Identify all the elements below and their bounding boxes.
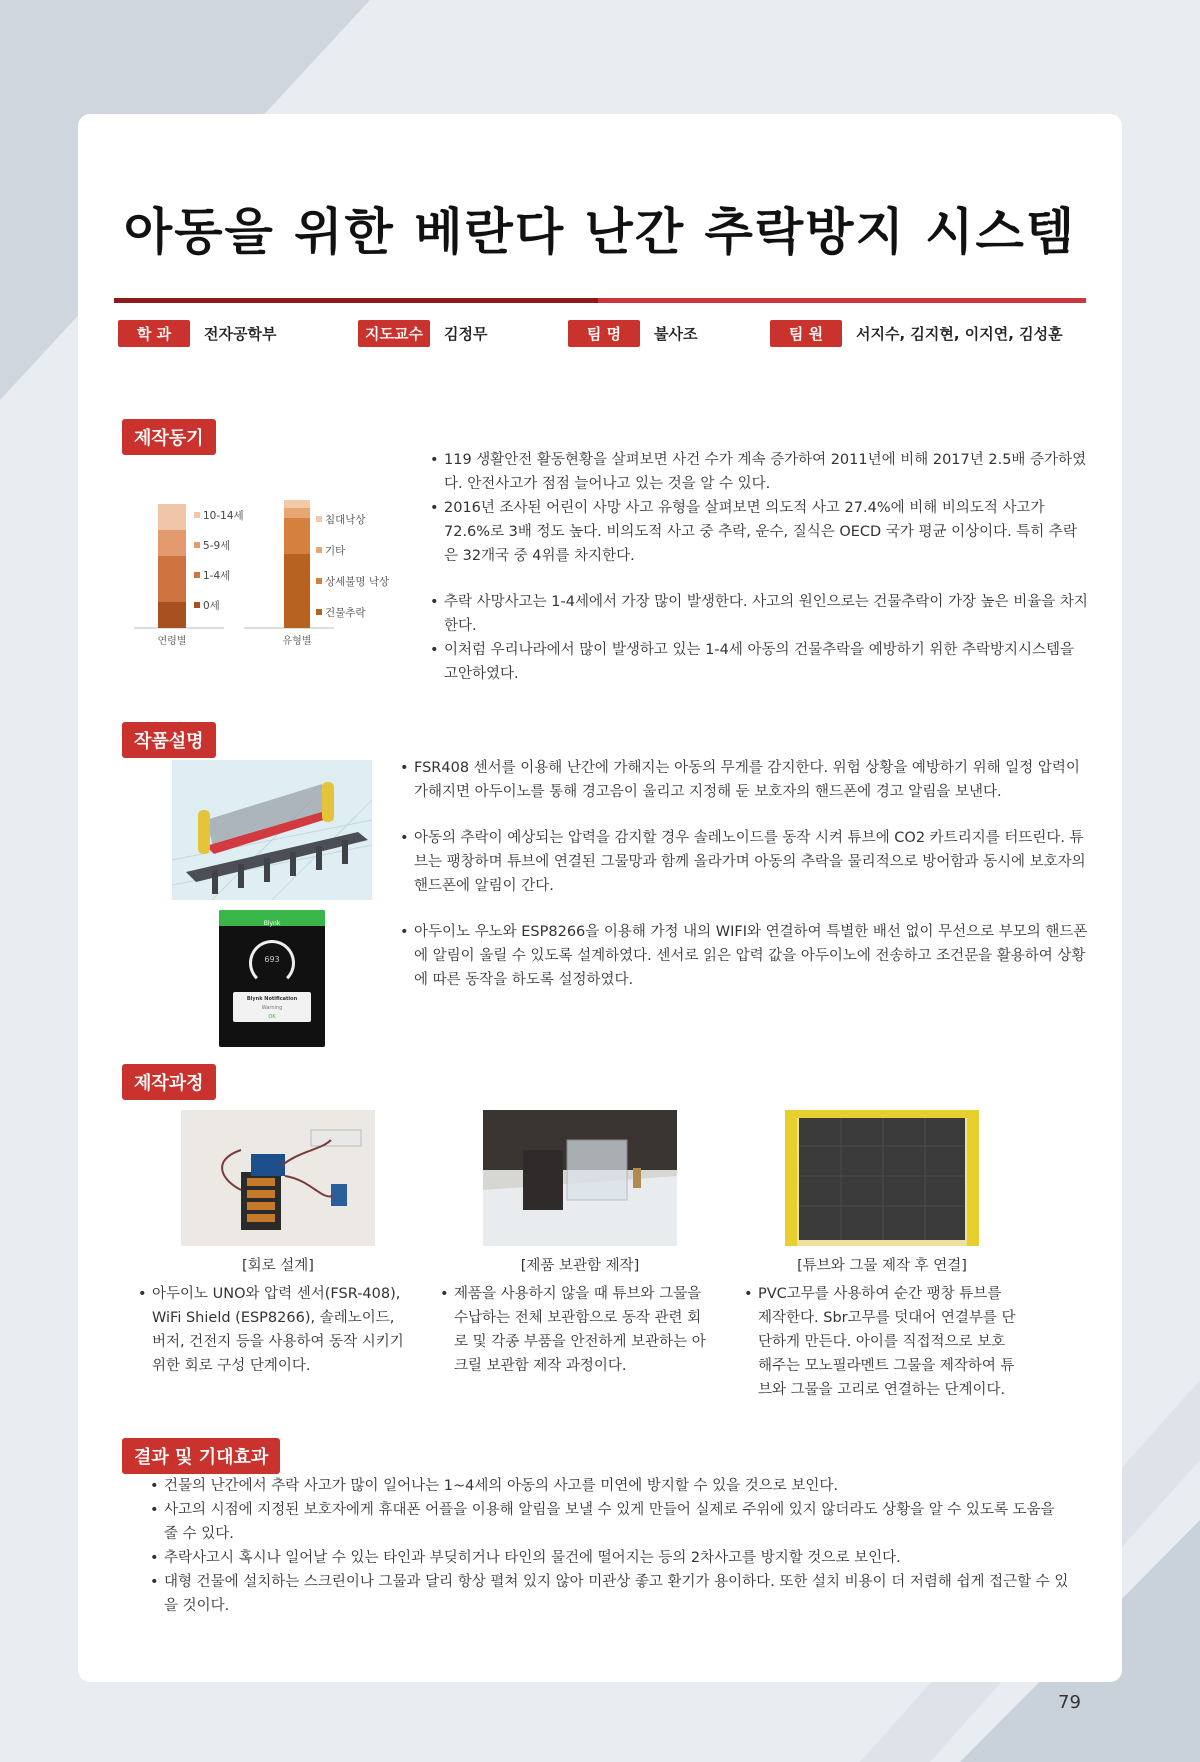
step-text-list (744, 1282, 1016, 1402)
results-list (150, 1474, 1070, 1618)
section-tag-process: 제작과정 (122, 1064, 216, 1100)
section-tag-description: 작품설명 (122, 722, 216, 758)
step-caption: [튜브와 그물 제작 후 연결] (797, 1258, 967, 1274)
page-title: 아동을 위한 베란다 난간 추락방지 시스템 (123, 203, 1077, 261)
bar-type-unspecified (284, 518, 310, 554)
bar-type-bed (284, 500, 310, 508)
department-field (118, 320, 276, 347)
tick-label-type: 유형별 (282, 636, 312, 647)
section-tag-motivation: 제작동기 (122, 419, 216, 455)
circuit-photo (181, 1110, 375, 1246)
railing-3d-model-image (172, 760, 372, 900)
storage-box-photo (483, 1110, 677, 1246)
list-item: • 2016년 조사된 어린이 사망 사고 유형을 살펴보면 의도적 사고 27.4%에 비해 비의도적 사고가 72.6%로 3배 정도 높다. 비의도적 사고 중 추락, 운수, 질식은 OECD 국가 평균 이상이다. 특히 추락은 32개국 중 4위를 차지한다. (430, 496, 1090, 568)
members-value: 서지수, 김지현, 이지연, 김성훈 (856, 325, 1063, 343)
list-item: • 추락 사망사고는 1-4세에서 가장 많이 발생한다. 사고의 원인으로는 건물추락이 가장 높은 비율을 차지한다. (430, 590, 1090, 638)
legend-age-10-14: 10-14세 (203, 510, 244, 522)
list-item: • 제품을 사용하지 않을 때 튜브와 그물을 수납하는 전체 보관함으로 동작 관련 회로 및 각종 부품을 안전하게 보관하는 아크릴 보관함 제작 과정이다. (440, 1282, 710, 1378)
notification-dialog (233, 992, 311, 1022)
advisor-tag: 지도교수 (358, 320, 430, 347)
list-item: • 아동의 추락이 예상되는 압력을 감지할 경우 솔레노이드를 동작 시켜 튜브에 CO2 카트리지를 터뜨린다. 튜브는 팽창하며 튜브에 연결된 그물망과 함께 올라가며 아동의 추락을 물리적으로 방어함과 동시에 보호자의 핸드폰에 알림이 간다. (400, 826, 1090, 898)
tube-net-photo (785, 1110, 979, 1246)
title-rule-accent (598, 298, 1086, 303)
department-value: 전자공학부 (204, 325, 277, 343)
list-item: • 아두이노 우노와 ESP8266을 이용해 가정 내의 WIFI와 연결하여 특별한 배선 없이 무선으로 부모의 핸드폰에 알림이 울릴 수 있도록 설계하였다. 센서로 읽은 압력 값을 아두이노에 전송하고 조건문을 활용하여 상황에 따른 동작을 하도록 설정하였다. (400, 920, 1090, 992)
step-caption: [제품 보관함 제작] (520, 1258, 640, 1274)
description-list (400, 756, 1090, 992)
list-item: • PVC고무를 사용하여 순간 팽창 튜브를 제작한다. Sbr고무를 덧대어 연결부를 단단하게 만든다. 아이를 직접적으로 보호해주는 모노필라멘트 그물을 제작하여 튜브와 그물을 고리로 연결하는 단계이다. (744, 1282, 1016, 1402)
dialog-title: Blynk Notification (246, 996, 298, 1002)
step-text-list (440, 1282, 710, 1378)
list-item: • 119 생활안전 활동현황을 살펴보면 사건 수가 계속 증가하여 2011년에 비해 2017년 2.5배 증가하였다. 안전사고가 점점 늘어나고 있는 것을 알 수 있다. (430, 448, 1090, 496)
phone-app-bar: Blynk (263, 920, 281, 927)
step-text-list (138, 1282, 408, 1378)
list-item: • 추락사고시 혹시나 일어날 수 있는 타인과 부딪히거나 타인의 물건에 떨어지는 등의 2차사고를 방지할 것으로 보인다. (150, 1546, 1070, 1570)
department-tag: 학 과 (118, 320, 190, 347)
legend-age-0: 0세 (203, 600, 220, 612)
members-field (770, 320, 1063, 347)
page-number: 79 (1058, 1692, 1081, 1713)
list-item: • 건물의 난간에서 추락 사고가 많이 일어나는 1~4세의 아동의 사고를 미연에 방지할 수 있을 것으로 보인다. (150, 1474, 1070, 1498)
bar-type-building (284, 554, 310, 628)
dialog-ok-button: OK (268, 1014, 276, 1020)
advisor-field (358, 320, 487, 347)
dialog-body: Warning (261, 1005, 283, 1011)
bar-age-5-9 (158, 530, 186, 556)
members-tag: 팀 원 (770, 320, 842, 347)
bar-age-1-4 (158, 556, 186, 602)
blynk-phone-screenshot (219, 910, 325, 1047)
tick-label-age: 연령별 (157, 636, 187, 647)
bar-age-10-14 (158, 504, 186, 530)
team-name-value: 불사조 (654, 325, 698, 343)
accident-chart (124, 494, 394, 674)
list-item: • FSR408 센서를 이용해 난간에 가해지는 아동의 무게를 감지한다. 위험 상황을 예방하기 위해 일정 압력이 가해지면 아두이노를 통해 경고음이 울리고 지정해 둔 보호자의 핸드폰에 경고 알림을 보낸다. (400, 756, 1090, 804)
legend-type-unspecified: 상세불명 낙상 (325, 576, 390, 588)
legend-type-other: 기타 (325, 545, 346, 557)
list-item: • 이처럼 우리나라에서 많이 발생하고 있는 1-4세 아동의 건물추락을 예방하기 위한 추락방지시스템을 고안하였다. (430, 638, 1090, 686)
bar-type-other (284, 508, 310, 518)
legend-type-bed: 침대낙상 (325, 514, 366, 526)
legend-type-building: 건물추락 (325, 607, 366, 619)
team-name-field (568, 320, 697, 347)
gauge-value: 693 (264, 955, 280, 964)
advisor-value: 김정무 (444, 325, 488, 343)
list-item: • 사고의 시점에 지정된 보호자에게 휴대폰 어플을 이용해 알림을 보낼 수 있게 만들어 실제로 주위에 있지 않더라도 상황을 알 수 있도록 도움을 줄 수 있다. (150, 1498, 1070, 1546)
poster-page (78, 114, 1122, 1682)
legend-age-5-9: 5-9세 (203, 540, 231, 552)
bar-age-0 (158, 602, 186, 628)
list-item: • 대형 건물에 설치하는 스크린이나 그물과 달리 항상 펼쳐 있지 않아 미관상 좋고 환기가 용이하다. 또한 설치 비용이 더 저렴해 쉽게 접근할 수 있을 것이다. (150, 1570, 1070, 1618)
team-name-tag: 팀 명 (568, 320, 640, 347)
legend-age-1-4: 1-4세 (203, 570, 231, 582)
section-tag-results: 결과 및 기대효과 (122, 1438, 280, 1474)
list-item: • 아두이노 UNO와 압력 센서(FSR-408), WiFi Shield (ESP8266), 솔레노이드, 버저, 건전지 등을 사용하여 동작 시키기 위한 회로 구성 단계이다. (138, 1282, 408, 1378)
step-caption: [회로 설계] (242, 1258, 314, 1274)
motivation-list (430, 448, 1090, 686)
